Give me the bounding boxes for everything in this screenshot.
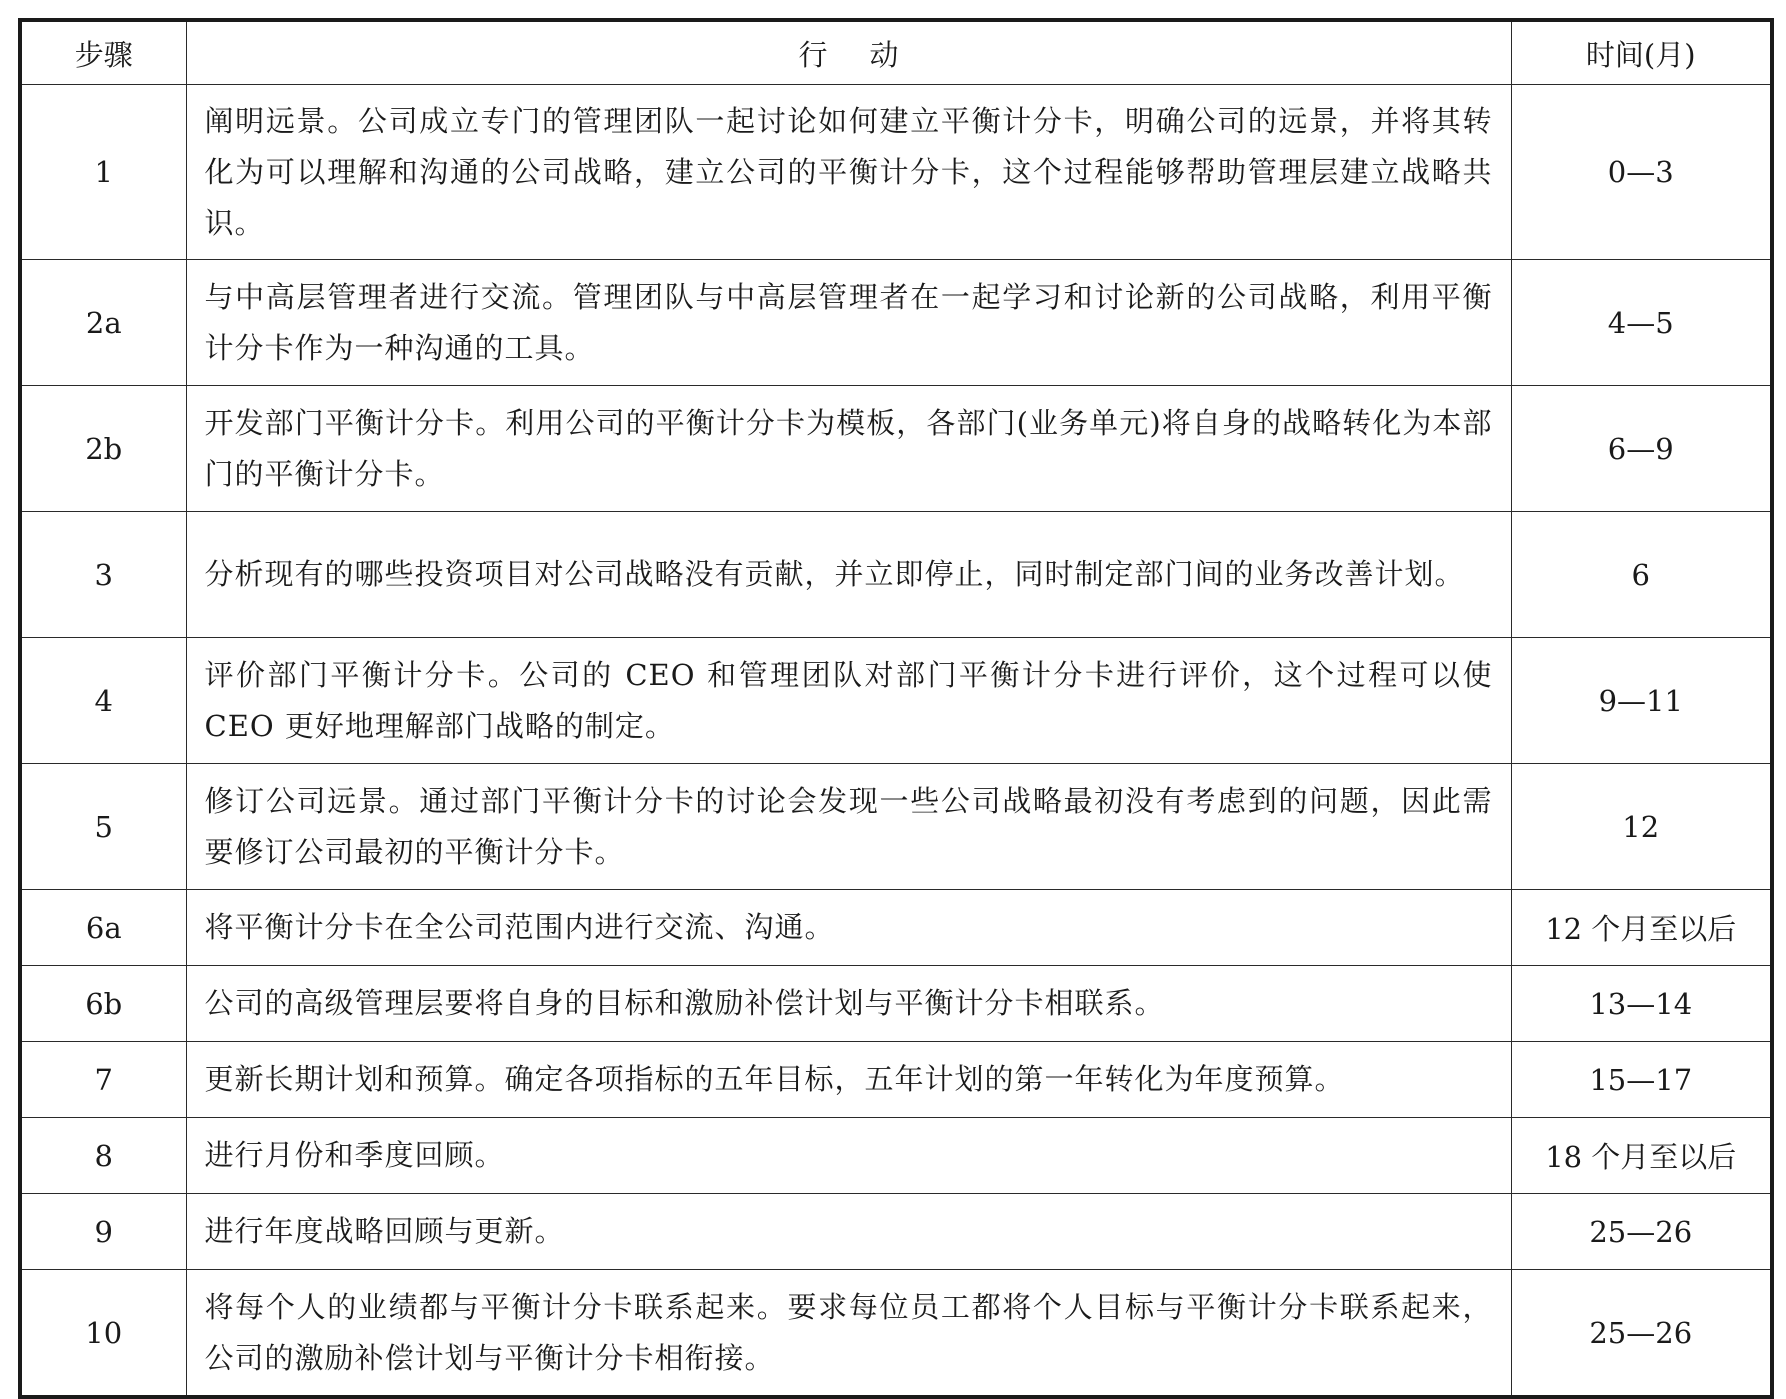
time-cell: 6	[1511, 512, 1772, 638]
action-cell: 评价部门平衡计分卡。公司的 CEO 和管理团队对部门平衡计分卡进行评价，这个过程可以使 CEO 更好地理解部门战略的制定。	[186, 638, 1511, 764]
action-cell: 将每个人的业绩都与平衡计分卡联系起来。要求每位员工都将个人目标与平衡计分卡联系起来，公司的激励补偿计划与平衡计分卡相衔接。	[186, 1270, 1511, 1398]
time-cell: 18 个月至以后	[1511, 1118, 1772, 1194]
time-cell: 12	[1511, 764, 1772, 890]
action-cell: 进行月份和季度回顾。	[186, 1118, 1511, 1194]
table-row	[20, 764, 1772, 890]
time-cell: 4—5	[1511, 260, 1772, 386]
table-row	[20, 386, 1772, 512]
table-row	[20, 85, 1772, 260]
step-cell: 10	[20, 1270, 186, 1398]
action-cell: 更新长期计划和预算。确定各项指标的五年目标，五年计划的第一年转化为年度预算。	[186, 1042, 1511, 1118]
step-cell: 4	[20, 638, 186, 764]
table-row	[20, 890, 1772, 966]
table-row	[20, 1270, 1772, 1398]
header-step: 步骤	[20, 20, 186, 85]
step-cell: 2b	[20, 386, 186, 512]
table-row	[20, 1194, 1772, 1270]
step-cell: 3	[20, 512, 186, 638]
action-cell: 阐明远景。公司成立专门的管理团队一起讨论如何建立平衡计分卡，明确公司的远景，并将其转化为可以理解和沟通的公司战略，建立公司的平衡计分卡，这个过程能够帮助管理层建立战略共识。	[186, 85, 1511, 260]
implementation-steps-table	[18, 18, 1774, 1399]
table-header	[20, 20, 1772, 85]
table-row	[20, 1042, 1772, 1118]
step-cell: 9	[20, 1194, 186, 1270]
time-cell: 25—26	[1511, 1270, 1772, 1398]
header-action: 行动	[186, 20, 1511, 85]
time-cell: 25—26	[1511, 1194, 1772, 1270]
time-cell: 9—11	[1511, 638, 1772, 764]
header-row	[20, 20, 1772, 85]
action-cell: 修订公司远景。通过部门平衡计分卡的讨论会发现一些公司战略最初没有考虑到的问题，因此需要修订公司最初的平衡计分卡。	[186, 764, 1511, 890]
table-row	[20, 638, 1772, 764]
time-cell: 13—14	[1511, 966, 1772, 1042]
table-row	[20, 1118, 1772, 1194]
header-time: 时间(月)	[1511, 20, 1772, 85]
action-cell: 开发部门平衡计分卡。利用公司的平衡计分卡为模板，各部门(业务单元)将自身的战略转化为本部门的平衡计分卡。	[186, 386, 1511, 512]
table-row	[20, 260, 1772, 386]
step-cell: 2a	[20, 260, 186, 386]
time-cell: 0—3	[1511, 85, 1772, 260]
time-cell: 12 个月至以后	[1511, 890, 1772, 966]
action-cell: 与中高层管理者进行交流。管理团队与中高层管理者在一起学习和讨论新的公司战略，利用平衡计分卡作为一种沟通的工具。	[186, 260, 1511, 386]
table-row	[20, 512, 1772, 638]
step-cell: 1	[20, 85, 186, 260]
step-cell: 5	[20, 764, 186, 890]
action-cell: 将平衡计分卡在全公司范围内进行交流、沟通。	[186, 890, 1511, 966]
action-cell: 进行年度战略回顾与更新。	[186, 1194, 1511, 1270]
table-body	[20, 85, 1772, 1398]
step-cell: 6b	[20, 966, 186, 1042]
action-cell: 分析现有的哪些投资项目对公司战略没有贡献，并立即停止，同时制定部门间的业务改善计划。	[186, 512, 1511, 638]
table-row	[20, 966, 1772, 1042]
step-cell: 6a	[20, 890, 186, 966]
time-cell: 15—17	[1511, 1042, 1772, 1118]
step-cell: 8	[20, 1118, 186, 1194]
step-cell: 7	[20, 1042, 186, 1118]
time-cell: 6—9	[1511, 386, 1772, 512]
action-cell: 公司的高级管理层要将自身的目标和激励补偿计划与平衡计分卡相联系。	[186, 966, 1511, 1042]
